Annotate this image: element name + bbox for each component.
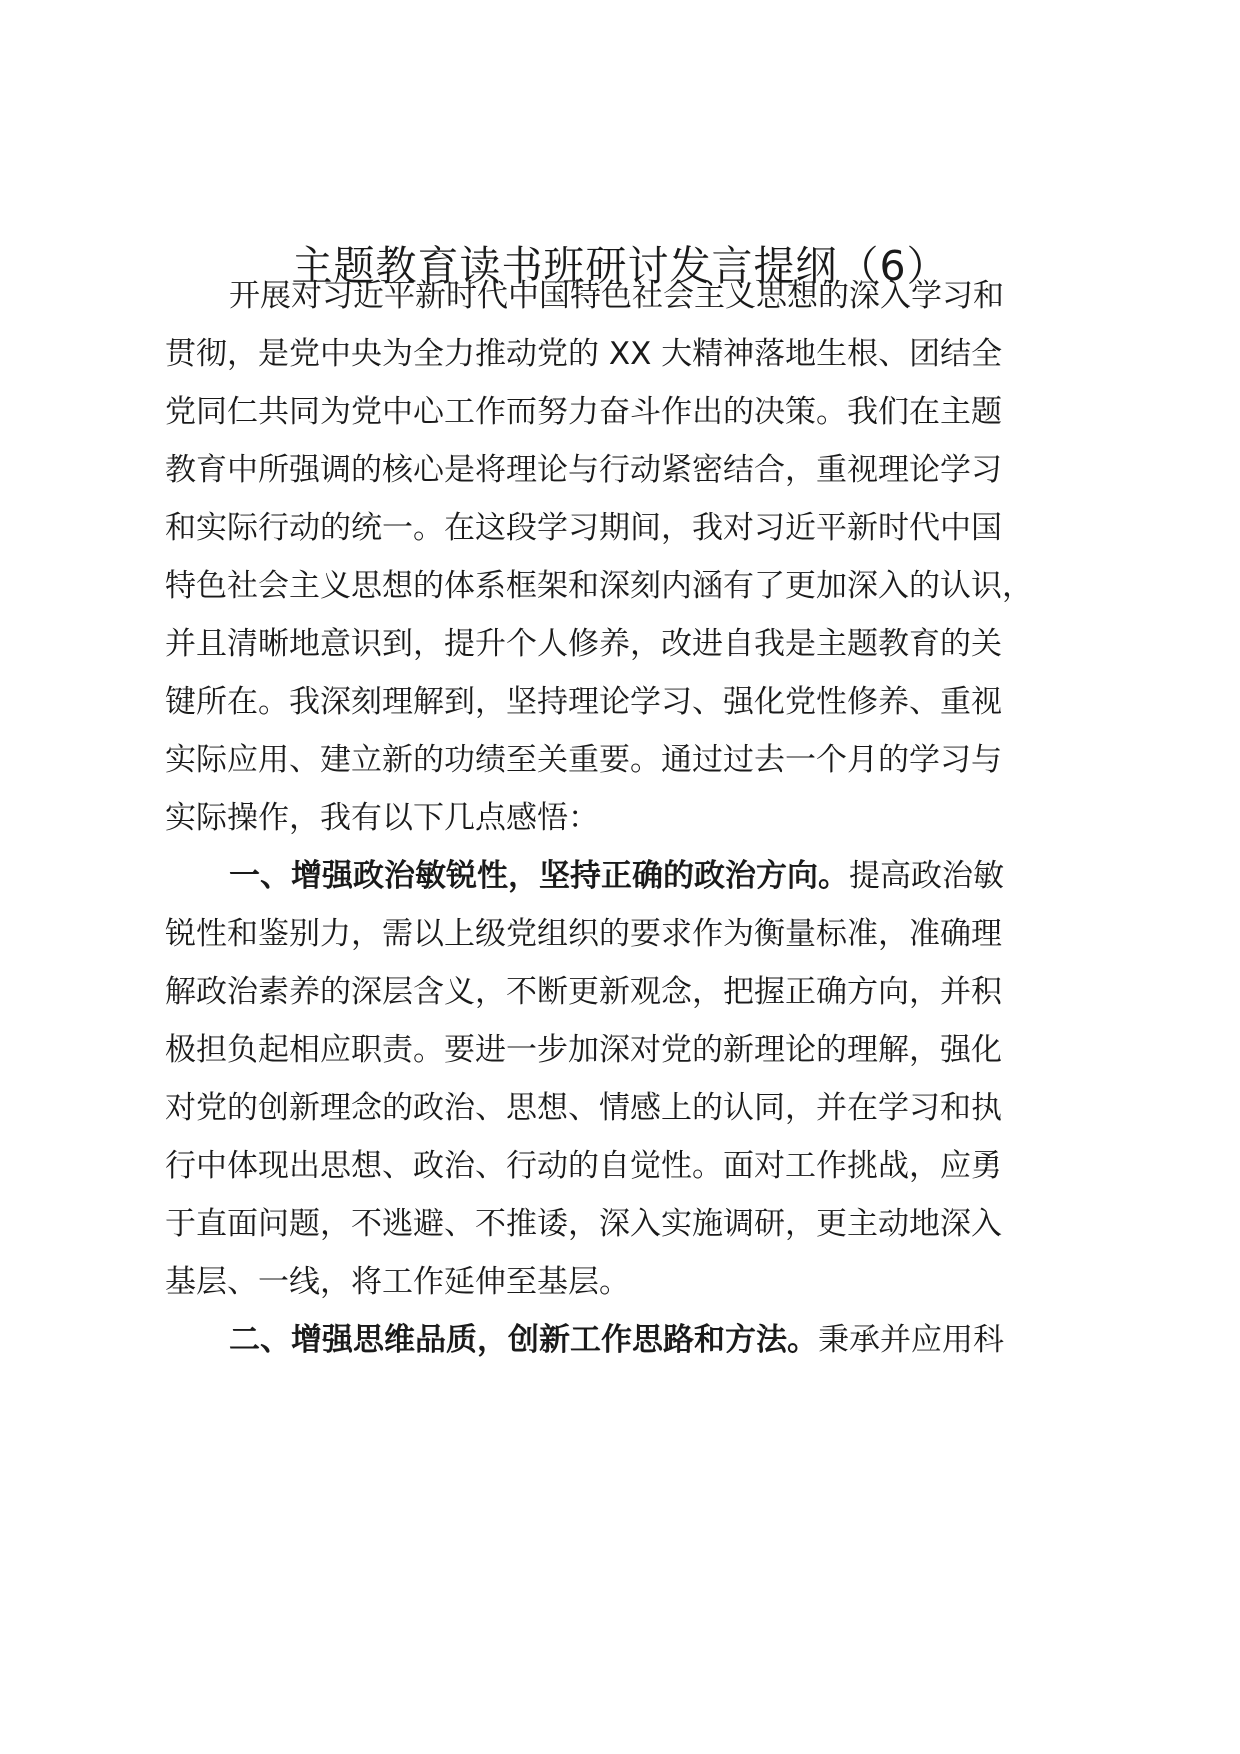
text-line: 和实际行动的统一。在这段学习期间，我对习近平新时代中国 (165, 510, 1002, 546)
section-2-heading: 二、增强思维品质，创新工作思路和方法。 (229, 1322, 818, 1358)
text-line: 基层、一线，将工作延伸至基层。 (165, 1264, 630, 1300)
text-line: 开展对习近平新时代中国特色社会主义思想的深入学习和 (229, 278, 1004, 314)
text-line: 解政治素养的深层含义，不断更新观念，把握正确方向，并积 (165, 974, 1002, 1010)
text-line: 并且清晰地意识到，提升个人修养，改进自我是主题教育的关 (165, 626, 1002, 662)
section-1-text: 提高政治敏 (849, 858, 1004, 894)
text-line: 于直面问题，不逃避、不推诿，深入实施调研，更主动地深入 (165, 1206, 1002, 1242)
section-heading-line (229, 1320, 1004, 1360)
text-line: 教育中所强调的核心是将理论与行动紧密结合，重视理论学习 (165, 452, 1002, 488)
text-line: 贯彻，是党中央为全力推动党的 XX 大精神落地生根、团结全 (165, 336, 1003, 372)
section-heading-line (229, 856, 1004, 896)
text-line: 实际操作，我有以下几点感悟： (165, 800, 599, 836)
text-line: 行中体现出思想、政治、行动的自觉性。面对工作挑战，应勇 (165, 1148, 1002, 1184)
text-line: 键所在。我深刻理解到，坚持理论学习、强化党性修养、重视 (165, 684, 1002, 720)
text-line: 实际应用、建立新的功绩至关重要。通过过去一个月的学习与 (165, 742, 1002, 778)
text-line: 对党的创新理念的政治、思想、情感上的认同，并在学习和执 (165, 1090, 1002, 1126)
text-line: 锐性和鉴别力，需以上级党组织的要求作为衡量标准，准确理 (165, 916, 1002, 952)
text-line: 极担负起相应职责。要进一步加深对党的新理论的理解，强化 (165, 1032, 1002, 1068)
document-title: 主题教育读书班研讨发言提纲（6） (291, 242, 949, 290)
section-1-heading: 一、增强政治敏锐性，坚持正确的政治方向。 (229, 858, 849, 894)
text-line: 党同仁共同为党中心工作而努力奋斗作出的决策。我们在主题 (165, 394, 1002, 430)
text-line: 特色社会主义思想的体系框架和深刻内涵有了更加深入的认识， (165, 568, 1033, 604)
section-2-text: 秉承并应用科 (818, 1322, 1004, 1358)
